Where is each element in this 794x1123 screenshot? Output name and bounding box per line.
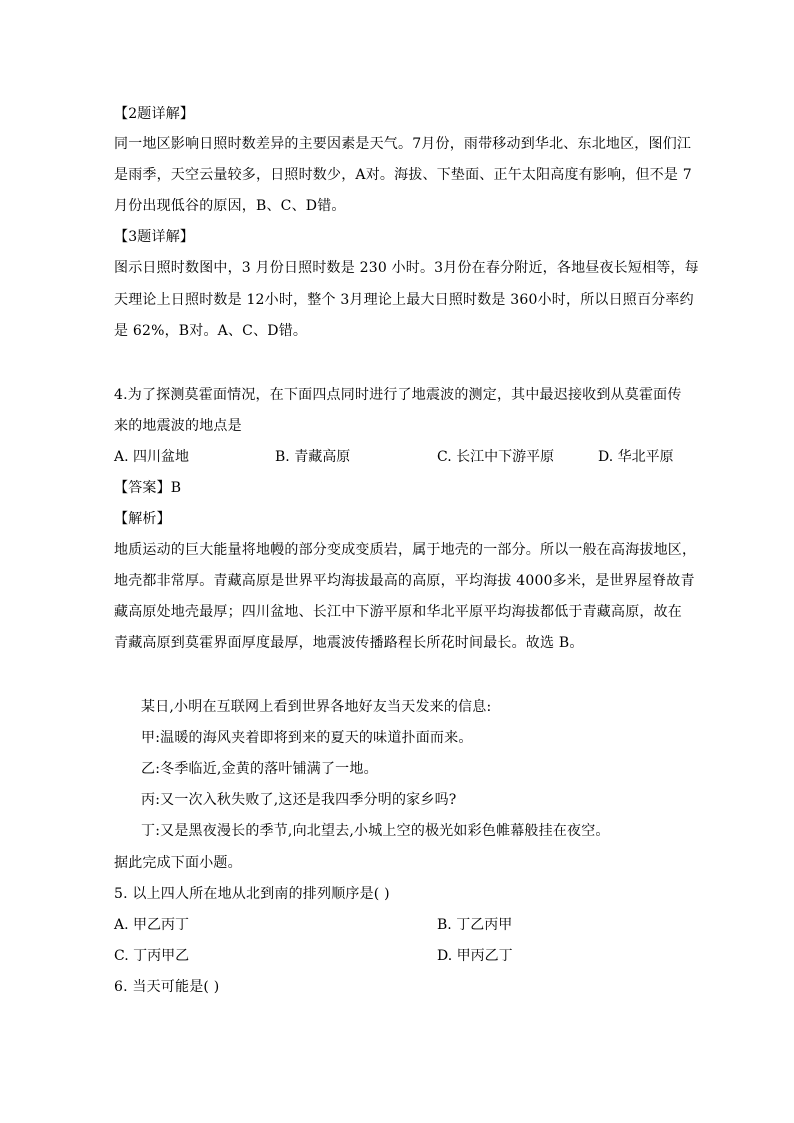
material-instruction: 据此完成下面小题。	[114, 855, 242, 871]
q4-analysis-line-2: 地壳都非常厚。青藏高原是世界平均海拔最高的高原，平均海拔 4000多米，是世界屋脊故青	[114, 573, 695, 589]
q4-stem-line-2: 来的地震波的地点是	[114, 418, 242, 434]
q4-analysis-line-1: 地质运动的巨大能量将地幔的部分变成变质岩，属于地壳的一部分。所以一般在高海拔地区，	[114, 542, 697, 558]
q5-option-d: D. 甲丙乙丁	[437, 948, 513, 964]
q5-option-a: A. 甲乙丙丁	[114, 917, 190, 933]
q6-stem: 6. 当天可能是( )	[114, 979, 220, 995]
q4-analysis-line-3: 藏高原处地壳最厚；四川盆地、长江中下游平原和华北平原平均海拔都低于青藏高原，故在	[114, 604, 682, 620]
q4-stem-line-1: 4.为了探测莫霍面情况，在下面四点同时进行了地震波的测定，其中最迟接收到从莫霍面传	[114, 387, 682, 403]
q3-line-3: 是 62%，B对。A、C、D错。	[114, 323, 308, 339]
q5-option-b: B. 丁乙丙甲	[437, 917, 513, 933]
q4-option-c: C. 长江中下游平原	[437, 449, 555, 465]
material-message-ding: 丁:又是黑夜漫长的季节,向北望去,小城上空的极光如彩色帷幕般挂在夜空。	[141, 823, 610, 839]
material-message-yi: 乙:冬季临近,金黄的落叶铺满了一地。	[141, 761, 378, 777]
q4-option-a: A. 四川盆地	[114, 449, 190, 465]
material-message-jia: 甲:温暖的海风夹着即将到来的夏天的味道扑面而来。	[141, 730, 473, 746]
q4-analysis-header: 【解析】	[114, 511, 171, 527]
material-message-bing: 丙:又一次入秋失败了,这还是我四季分明的家乡吗?	[141, 792, 457, 808]
q2-line-3: 月份出现低谷的原因，B、C、D错。	[114, 198, 346, 214]
q4-option-b: B. 青藏高原	[275, 449, 351, 465]
q2-line-1: 同一地区影响日照时数差异的主要因素是天气。7月份，雨带移动到华北、东北地区，图们江	[114, 136, 692, 152]
q4-analysis-line-4: 青藏高原到莫霍界面厚度最厚，地震波传播路程长所花时间最长。故选 B。	[114, 635, 584, 651]
q5-option-c: C. 丁丙甲乙	[114, 948, 190, 964]
q2-header: 【2题详解】	[114, 106, 195, 122]
q3-line-1: 图示日照时数图中，3 月份日照时数是 230 小时。3月份在春分附近，各地昼夜长短相等，每	[114, 260, 699, 276]
q4-option-d: D. 华北平原	[598, 449, 674, 465]
q2-line-2: 是雨季，天空云量较多，日照时数少，A对。海拔、下垫面、正午太阳高度有影响，但不是 7	[114, 167, 692, 183]
material-intro: 某日,小明在互联网上看到世界各地好友当天发来的信息:	[141, 699, 492, 715]
q4-answer: 【答案】B	[114, 480, 182, 496]
q5-stem: 5. 以上四人所在地从北到南的排列顺序是( )	[114, 886, 390, 902]
q3-line-2: 天理论上日照时数是 12小时，整个 3月理论上最大日照时数是 360小时，所以日照百分率约	[114, 292, 694, 308]
q3-header: 【3题详解】	[114, 229, 195, 245]
